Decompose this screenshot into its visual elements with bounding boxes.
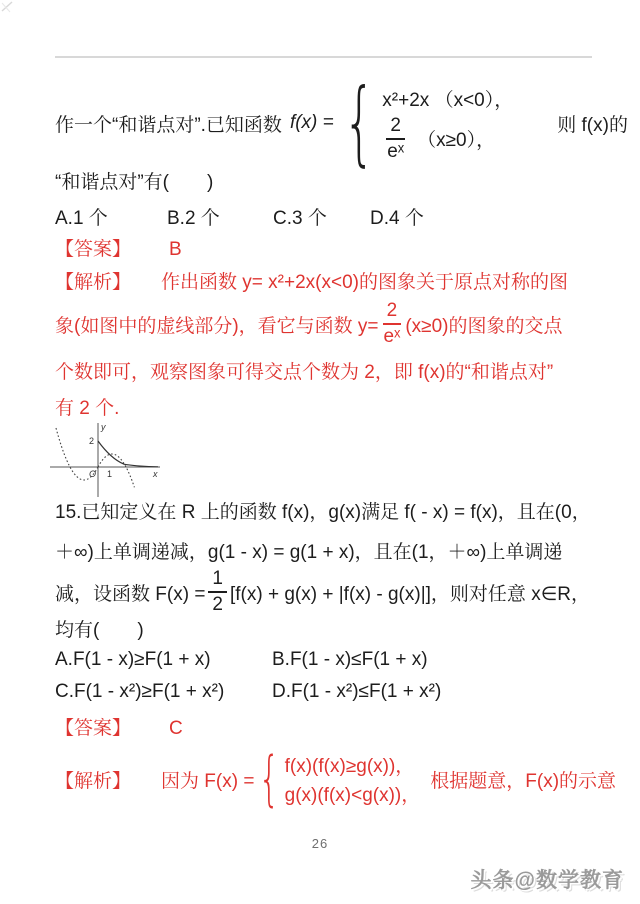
q14-piece2-condition: （x≥0）， (417, 130, 496, 151)
graph-label-x: x (153, 469, 158, 479)
graph-label-y: y (101, 422, 106, 432)
q14-analysis-line4: 有 2 个. (55, 398, 120, 419)
analysis-label: 【解析】 (55, 272, 132, 293)
q15-analysis-pre: 因为 F(x) = (161, 770, 255, 792)
q14-analysis-line1 (55, 267, 568, 294)
q15-answer-line (55, 713, 183, 740)
q15-option-b: B.F(1 - x)≤F(1 + x) (272, 649, 428, 670)
corner-fold-mark (1, 1, 15, 13)
fraction-numerator: 2 (386, 116, 405, 140)
q14-analysis-line2 (55, 299, 563, 349)
q14-fx-math: f(x) = (289, 112, 334, 133)
q14-piece2 (382, 116, 513, 162)
q14-piece2-fraction (385, 116, 406, 162)
q15-option-a: A.F(1 - x)≥F(1 + x) (55, 649, 211, 670)
q14-question-line: “和谐点对”有( ) (55, 172, 214, 193)
q14-intro-line (55, 69, 628, 176)
q15-analysis-line (55, 744, 617, 814)
q14-option-b: B.2 个 (167, 208, 220, 229)
answer-value: C (169, 718, 183, 739)
dashed-symmetric-curve (98, 454, 134, 487)
q15-case2: g(x)(f(x)<g(x))， (284, 785, 421, 806)
q15-line3-pre: 减，设函数 F(x) = (55, 583, 206, 605)
q14-option-d: D.4 个 (370, 208, 424, 229)
analysis-text-2b: (x≥0)的图象的交点 (405, 315, 563, 337)
analysis-label: 【解析】 (55, 770, 132, 792)
analysis-text-1: 作出函数 y= x²+2x(x<0)的图象关于原点对称的图 (161, 272, 568, 293)
fraction-numerator: 2 (383, 301, 402, 325)
q15-line3 (55, 568, 590, 616)
q14-answer-line (55, 234, 182, 261)
watermark: 头条@数学教育 (470, 869, 624, 892)
q15-line2: ＋∞)上单调递减，g(1 - x) = g(1 + x)，且在(1，＋∞)上单调递 (55, 542, 563, 563)
q14-intro-tail: 则 f(x)的 (557, 114, 628, 136)
q15-option-c: C.F(1 - x²)≥F(1 + x²) (55, 681, 225, 702)
function-graph (46, 419, 168, 499)
fraction-denominator: 2 (212, 594, 223, 615)
q14-piece1: x²+2x （x<0）， (382, 89, 514, 111)
q14-option-c: C.3 个 (273, 208, 327, 229)
q15-piecewise-stack (285, 751, 421, 807)
analysis-text-2a: 象(如图中的虚线部分)，看它与函数 y= (55, 315, 379, 337)
q15-option-d: D.F(1 - x²)≤F(1 + x²) (272, 681, 442, 702)
q14-analysis-line3: 个数即可，观察图象可得交点个数为 2，即 f(x)的“和谐点对” (55, 362, 554, 383)
analysis-fraction (382, 301, 403, 347)
exponential-curve (98, 441, 158, 467)
q15-question-line: 均有( ) (55, 620, 144, 641)
answer-label: 【答案】 (55, 718, 132, 739)
top-divider (55, 56, 592, 58)
answer-label: 【答案】 (55, 239, 132, 260)
graph-label-origin: O (89, 469, 97, 479)
q15-line1: 15.已知定义在 R 上的函数 f(x)，g(x)满足 f( - x) = f(x)，且在(0， (55, 502, 591, 523)
graph-label-1: 1 (107, 469, 113, 479)
q14-piecewise-brace: { (342, 69, 376, 176)
q15-case1: f(x)(f(x)≥g(x))， (284, 756, 415, 777)
q14-piecewise-stack (382, 85, 513, 162)
fraction-numerator: 1 (208, 569, 227, 593)
q14-intro-text: 作一个“和谐点对”.已知函数 (55, 114, 282, 136)
q15-line3-post: [f(x) + g(x) + |f(x) - g(x)|]，则对任意 x∈R， (230, 583, 590, 605)
fraction-denominator: eˣ (383, 326, 401, 347)
graph-label-2: 2 (89, 436, 95, 446)
q15-analysis-post: 根据题意，F(x)的示意 (430, 770, 617, 792)
fraction-denominator: eˣ (387, 140, 405, 162)
q14-option-a: A.1 个 (55, 208, 108, 229)
page-number: 26 (311, 836, 329, 851)
q15-half-fraction (208, 569, 227, 615)
answer-value: B (169, 239, 182, 260)
q15-piecewise-brace: { (259, 744, 281, 814)
